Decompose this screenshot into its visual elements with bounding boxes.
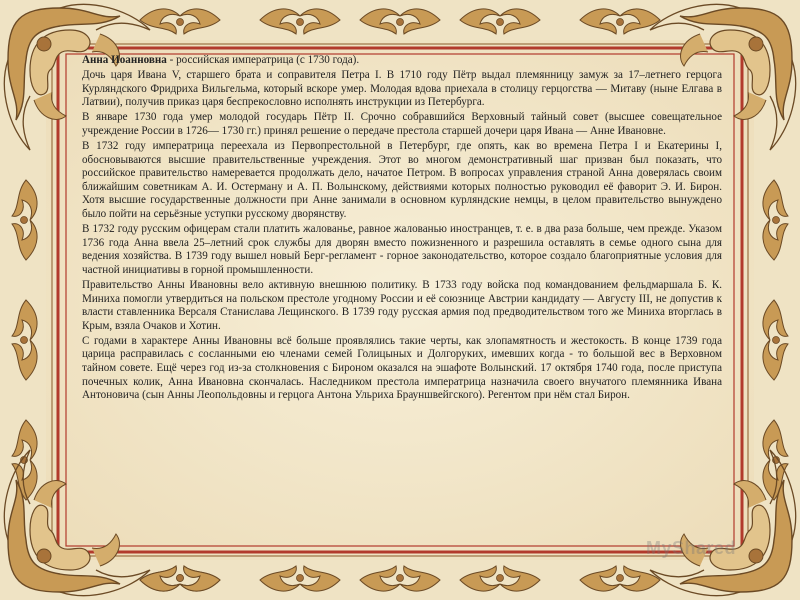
lead-paragraph: [82, 54, 722, 68]
lead-name: Анна Иоанновна: [82, 54, 167, 66]
document-body: [82, 54, 722, 544]
lead-rest: - российская императрица (с 1730 года).: [166, 54, 360, 66]
paragraph: В 1732 году императрица переехала из Первопрестольной в Петербург, где опять, как во времена Петра I и Екатерины I, обосновываются высшие правительственные учреждения. Этот во многом демонстративный шаг призван был показать, что российское правительство намеревается продолжать дело, начатое Петром. В вопросах управления страной Анна доверялась своим ближайшим советникам А. И. Остерману и А. П. Волынскому, действиями которых полностью руководил её фаворит Э. И. Бирон. Хотя высшие государственные должности при Анне занимали в основном курляндские немцы, в целом правительство вынуждено было пойти на серьёзные уступки русскому дворянству.: [82, 140, 722, 221]
paragraph: Дочь царя Ивана V, старшего брата и соправителя Петра I. В 1710 году Пётр выдал племянницу замуж за 17–летнего герцога Курляндского Фридриха Вильгельма, который вскоре умер. Молодая вдова приехала в столицу герцогства — Митаву (ныне Елгава в Латвии), получив приказ царя беспрекословно исполнять инструкции из Петербурга.: [82, 69, 722, 109]
paragraph: С годами в характере Анны Ивановны всё больше проявлялись такие черты, как злопамятность и жестокость. В конце 1739 года царица расправилась с сосланными ею членами семей Голицыных и Долгоруких, имевших когда - то большой вес в Верховном тайном совете. Ещё через год из-за столкновения с Бироном оказался на эшафоте Волынский. 17 октября 1740 года, после приступа почечных колик, Анна Ивановна скончалась. Наследником престола императрица назначила своего внучатого племянника Ивана Антоновича (сын Анны Леопольдовны и герцога Антона Ульриха Брауншвейгского). Регентом при нём стал Бирон.: [82, 334, 722, 402]
paragraph: В 1732 году русским офицерам стали платить жалованье, равное жалованью иностранцев, т. е. в два раза больше, чем прежде. Указом 1736 года Анна ввела 25–летний срок службы для дворян вместо пожизненного и разрешила оставлять в семье одного сына для ведения хозяйства. В 1739 году вышел новый Берг-регламент - горное законодательство, которое создало благоприятные условия для частной инициативы в горной промышленности.: [82, 223, 722, 276]
paragraph: В январе 1730 года умер молодой государь Пётр II. Срочно собравшийся Верховный тайный совет (высшее совещательное учреждение России в 1726— 1730 гг.) принял решение о передаче престола старшей дочери царя Ивана — Анне Ивановне.: [82, 111, 722, 137]
watermark: MyShared: [646, 538, 737, 558]
paragraph: Правительство Анны Ивановны вело активную внешнюю политику. В 1733 году войска под командованием фельдмаршала Б. К. Миниха помогли утвердиться на польском престоле угодному России и её союзнице Австрии кандидату — Августу III, не допустив к власти ставленника Версаля Станислава Лещинского. В 1739 году русская армия под предводительством того же Миниха вторглась в Крым, взяла Очаков и Хотин.: [82, 279, 722, 332]
